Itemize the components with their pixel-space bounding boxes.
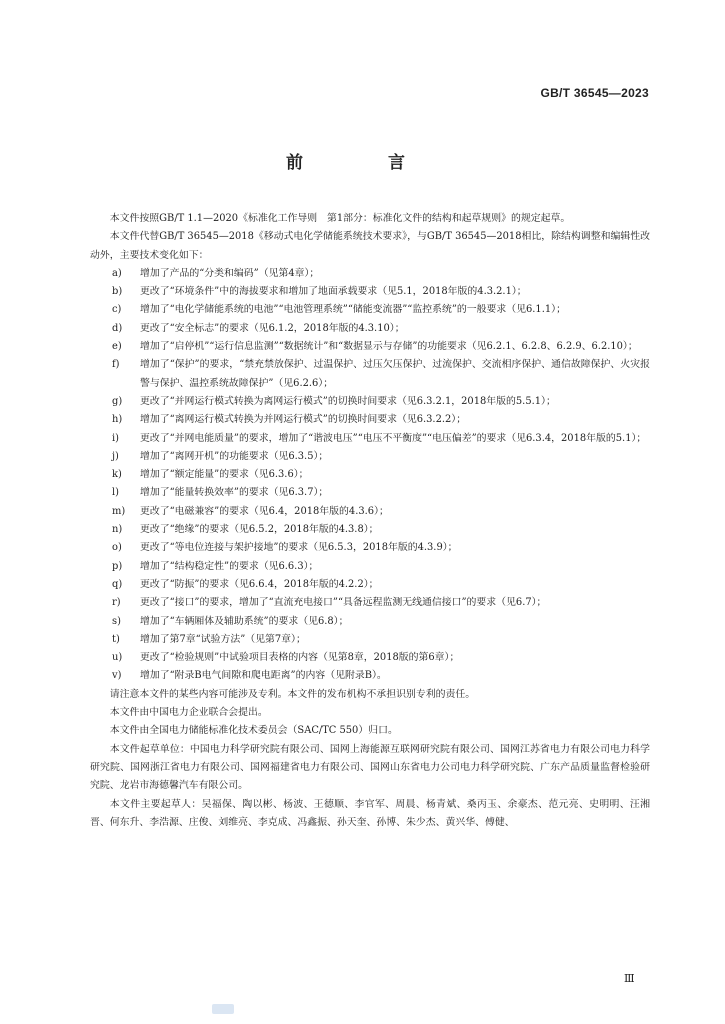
drafting-organizations: 本文件起草单位：中国电力科学研究院有限公司、国网上海能源互联网研究院有限公司、国网江苏省电力有限公司电力科学研究院、国网浙江省电力有限公司、国网福建省电力有限公司、国网山东省电力公司电力科学研究院、广东产品质量监督检验研究院、龙岩市海德馨汽车有限公司。 [90, 743, 650, 792]
list-item-label: o) [112, 542, 122, 554]
list-item [90, 521, 650, 539]
list-item [90, 320, 650, 338]
list-item-text: 增加了“额定能量”的要求（见6.3.6）； [140, 469, 309, 481]
list-item [90, 539, 650, 557]
page-title: 前 言 [286, 153, 439, 173]
list-item-text: 增加了第7章“试验方法”（见第7章）； [140, 633, 306, 645]
list-item-label: v) [112, 670, 122, 682]
list-item-label: n) [112, 524, 123, 536]
list-item-text: 更改了“并网运行模式转换为离网运行模式”的切换时间要求（见6.3.2.1，2018年版的5.5.1）； [140, 395, 556, 407]
list-item-label: i) [112, 432, 120, 444]
list-item-text: 更改了“防振”的要求（见6.6.4，2018年版的4.2.2）； [140, 578, 379, 590]
list-item [90, 338, 650, 356]
list-item [90, 356, 650, 393]
list-item-label: p) [112, 560, 123, 572]
patent-notice: 请注意本文件的某些内容可能涉及专利。本文件的发布机构不承担识别专利的责任。 [109, 688, 476, 700]
list-item [90, 411, 650, 429]
list-item [90, 667, 650, 685]
list-item-text: 更改了“等电位连接与架护接地”的要求（见6.5.3，2018年版的4.3.9）； [140, 542, 458, 554]
list-item [90, 393, 650, 411]
list-item [90, 613, 650, 631]
list-item-text: 更改了“环境条件”中的海拔要求和增加了地面承载要求（见5.1，2018年版的4.3.2.1）； [140, 286, 527, 298]
list-item-label: s) [112, 615, 121, 627]
list-item-label: b) [112, 286, 123, 298]
list-item-label: e) [112, 341, 122, 353]
list-item-label: d) [112, 322, 123, 334]
list-item-label: g) [112, 395, 123, 407]
committee-statement: 本文件由全国电力储能标准化技术委员会（SAC/TC 550）归口。 [109, 725, 398, 737]
list-item-label: h) [112, 414, 123, 426]
list-item-text: 增加了“车辆厢体及辅助系统”的要求（见6.8）； [140, 615, 349, 627]
list-item [90, 649, 650, 667]
list-item-text: 更改了“检验规则”中试验项目表格的内容（见第8章，2018版的第6章）； [140, 652, 460, 664]
list-item [90, 558, 650, 576]
list-item [90, 301, 650, 319]
intro-paragraph: 本文件代替GB/T 36545—2018《移动式电化学储能系统技术要求》，与GB/T 36545—2018相比，除结构调整和编辑性改动外，主要技术变化如下： [90, 231, 650, 261]
list-item [90, 466, 650, 484]
list-item-label: k) [112, 469, 122, 481]
list-item [90, 503, 650, 521]
list-item [90, 484, 650, 502]
list-item-label: m) [112, 505, 126, 517]
change-list [90, 265, 650, 686]
list-item-text: 增加了“离网运行模式转换为并网运行模式”的切换时间要求（见6.3.2.2）； [140, 414, 467, 426]
list-item-label: t) [112, 633, 120, 645]
list-item-label: l) [112, 487, 120, 499]
list-item-text: 更改了“安全标志”的要求（见6.1.2，2018年版的4.3.10）； [140, 322, 405, 334]
list-item [90, 576, 650, 594]
page-number: Ⅲ [624, 972, 635, 985]
list-item [90, 594, 650, 612]
proposer-statement: 本文件由中国电力企业联合会提出。 [109, 707, 268, 719]
list-item-text: 增加了产品的“分类和编码”（见第4章）； [140, 267, 320, 279]
standard-number: GB/T 36545—2023 [540, 86, 649, 100]
list-item-label: u) [112, 652, 123, 664]
list-item [90, 265, 650, 283]
list-item-label: j) [112, 450, 119, 462]
list-item [90, 448, 650, 466]
list-item-text: 增加了“结构稳定性”的要求（见6.6.3）； [140, 560, 319, 572]
list-item-text: 更改了“绝缘”的要求（见6.5.2，2018年版的4.3.8）； [140, 524, 379, 536]
list-item [90, 631, 650, 649]
list-item-text: 更改了“电磁兼容”的要求（见6.4，2018年版的4.3.6）； [140, 505, 389, 517]
list-item [90, 283, 650, 301]
list-item [90, 430, 650, 448]
list-item-label: r) [112, 597, 121, 609]
watermark-stamp [212, 1004, 234, 1014]
list-item-text: 增加了“离网开机”的功能要求（见6.3.5）； [140, 450, 329, 462]
list-item-text: 增加了“保护”的要求，“禁充禁放保护、过温保护、过压欠压保护、过流保护、交流相序保护、通信故障保护、火灾报警与保护、温控系统故障保护”（见6.2.6）； [140, 359, 650, 389]
list-item-text: 增加了“附录B电气间隙和爬电距离”的内容（见附录B）。 [140, 670, 387, 682]
drafters: 本文件主要起草人：吴福保、陶以彬、杨波、王德顺、李官军、周晨、杨青斌、桑丙玉、余豪杰、范元亮、史明明、汪湘晋、何东升、李浩源、庄俊、刘维亮、李克成、冯鑫振、孙天奎、孙博、朱少杰、黄兴华、傅健、 [90, 798, 650, 828]
document-body [90, 210, 650, 832]
list-item-label: q) [112, 578, 123, 590]
list-item-text: 更改了“接口”的要求，增加了“直流充电接口”“具备远程监测无线通信接口”的要求（见6.7）； [140, 597, 547, 609]
intro-paragraph: 本文件按照GB/T 1.1—2020《标准化工作导则 第1部分：标准化文件的结构和起草规则》的规定起草。 [109, 213, 571, 224]
list-item-label: a) [112, 267, 122, 279]
list-item-label: f) [112, 359, 120, 371]
list-item-text: 更改了“并网电能质量”的要求，增加了“谐波电压”“电压不平衡度”“电压偏差”的要求（见6.3.4，2018年版的5.1）； [140, 432, 647, 444]
list-item-text: 增加了“能量转换效率”的要求（见6.3.7）； [140, 487, 329, 499]
list-item-text: 增加了“启停机”“运行信息监测”“数据统计”和“数据显示与存储”的功能要求（见6.2.1、6.2.8、6.2.9、6.2.10）； [140, 341, 638, 353]
list-item-label: c) [112, 304, 122, 316]
list-item-text: 增加了“电化学储能系统的电池”“电池管理系统”“储能变流器”“监控系统”的一般要求（见6.1.1）； [140, 304, 566, 316]
